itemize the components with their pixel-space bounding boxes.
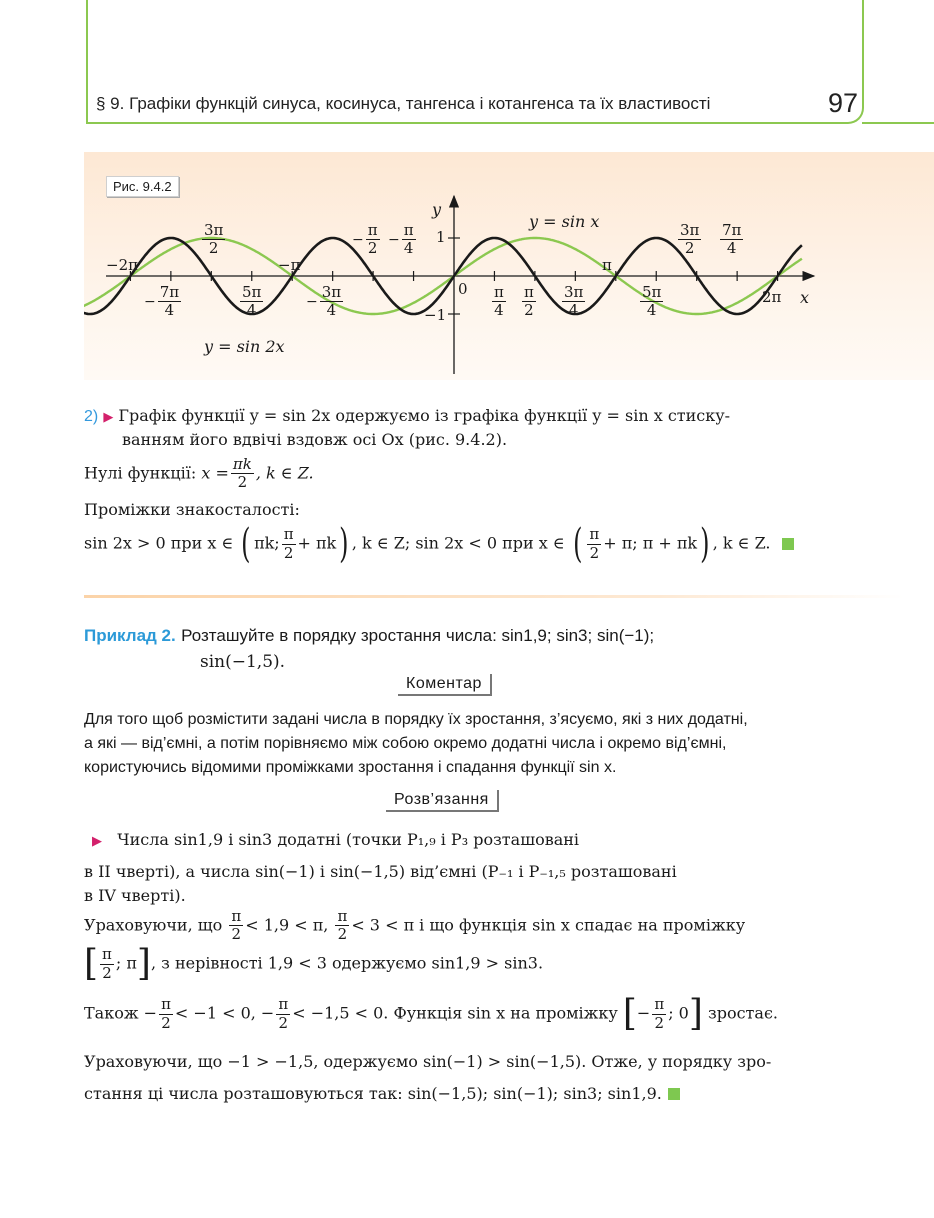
tick-label-minus-pi-2: − $\frac{\pi}{2}$	[352, 221, 378, 258]
commentary-line3: користуючись відомими проміжками зростання і спадання функції sin x.	[84, 759, 617, 776]
triangle-marker-icon: ▶	[92, 834, 102, 849]
solution-header: Розв’язання	[386, 790, 499, 812]
y-minus-one-label: −1	[424, 306, 447, 324]
triangle-marker-icon: ▶	[103, 410, 114, 425]
tick-label-3pi-4: $\frac{3\pi}{4}$	[564, 283, 584, 320]
tick-label-2pi: 2π	[762, 288, 782, 306]
y-axis-label: y	[432, 200, 442, 219]
figure-label: Рис. 9.4.2	[106, 176, 179, 197]
solution-line1: ▶ Числа sin1,9 і sin3 додатні (точки P₁,₉ і P₃ розташовані	[92, 830, 580, 849]
example-task-line2: sin(−1,5).	[200, 652, 286, 672]
tick-label-minus-3pi-2: $\frac{3\pi}{2}$	[204, 221, 224, 258]
example-task-line1: Приклад 2. Розташуйте в порядку зростання числа: sin1,9; sin3; sin(−1);	[84, 626, 655, 645]
commentary-header: Коментар	[398, 674, 492, 696]
header-rule-tail	[862, 122, 934, 124]
sign-intervals-line: sin 2x > 0 при x ∈ ( πk; $\frac{\pi}{2}$ + πk) , k ∈ Z; sin 2x < 0 при x ∈ ( $\frac{\pi}{2}$ + π; π + πk) , k ∈ Z.	[84, 524, 794, 564]
tick-label-3pi-2: $\frac{3\pi}{2}$	[680, 221, 700, 258]
solution-line3: в IV чверті).	[84, 886, 186, 905]
tick-label-minus-pi-4: − $\frac{\pi}{4}$	[388, 221, 414, 258]
solution-line8: стання ці числа розташовуються так: sin(−1,5); sin(−1); sin3; sin1,9.	[84, 1084, 680, 1103]
sin2x-curve-label: y = sin 2x	[204, 337, 285, 356]
part2-marker: 2)	[84, 408, 99, 425]
page-number: 97	[828, 88, 859, 118]
commentary-line2: а які — від’ємні, а потім порівняємо між собою окремо додатні числа і окремо від’ємні,	[84, 735, 727, 752]
tick-label-pi-2: $\frac{\pi}{2}$	[524, 283, 534, 320]
tick-label-5pi-4: $\frac{5\pi}{4}$	[642, 283, 662, 320]
zeros-line: Нулі функції: x = $\frac{\pi k}{2}$ , k ∈ Z.	[84, 455, 314, 492]
page-frame-line	[86, 0, 88, 124]
solution-line5: [ $\frac{\pi}{2}$ ; π], з нерівності 1,9 < 3 одержуємо sin1,9 > sin3.	[84, 943, 544, 984]
tick-label-minus-2pi: −2π	[106, 256, 138, 274]
end-of-solution-icon	[668, 1088, 680, 1100]
figure-9-4-2	[84, 152, 934, 380]
x-axis-label: x	[800, 288, 810, 307]
part2-line1: 2) ▶ Графік функції y = sin 2x одержуємо із графіка функції y = sin x стиску-	[84, 406, 731, 425]
solution-line4: Ураховуючи, що $\frac{\pi}{2}$ < 1,9 < π, $\frac{\pi}{2}$ < 3 < π і що функція sin x спадає на проміжку	[84, 907, 746, 944]
tick-label-pi: π	[602, 256, 612, 274]
section-divider	[84, 595, 904, 598]
tick-label-minus-5pi-4: $\frac{5\pi}{4}$	[242, 283, 262, 320]
tick-label-7pi-4: $\frac{7\pi}{4}$	[722, 221, 742, 258]
tick-label-minus-pi: −π	[278, 256, 301, 274]
header-rule	[86, 122, 846, 124]
solution-line7: Ураховуючи, що −1 > −1,5, одержуємо sin(−1) > sin(−1,5). Отже, у порядку зро-	[84, 1052, 772, 1071]
solution-line6: Також − $\frac{\pi}{2}$ < −1 < 0, − $\frac{\pi}{2}$ < −1,5 < 0. Функція sin x на проміжку [− $\frac{\pi}{2}$ ; 0] зростає.	[84, 993, 778, 1034]
origin-label: 0	[458, 280, 468, 298]
end-of-solution-icon	[782, 538, 794, 550]
tick-label-minus-3pi-4: − $\frac{3\pi}{4}$	[306, 283, 342, 320]
running-head: § 9. Графіки функцій синуса, косинуса, тангенса і котангенса та їх властивості	[96, 94, 711, 113]
solution-line2: в II чверті), а числа sin(−1) і sin(−1,5) від’ємні (P₋₁ і P₋₁,₅ розташовані	[84, 862, 677, 881]
part2-line2: ванням його вдвічі вздовж осі Ox (рис. 9.4.2).	[122, 430, 508, 449]
commentary-line1: Для того щоб розмістити задані числа в порядку їх зростання, з’ясуємо, які з них додатні,	[84, 711, 748, 728]
sin-curve-label: y = sin x	[529, 212, 600, 231]
tick-label-minus-7pi-4: − $\frac{7\pi}{4}$	[144, 283, 180, 320]
tick-label-pi-4: $\frac{\pi}{4}$	[494, 283, 504, 320]
y-one-label: 1	[436, 228, 446, 246]
sign-intervals-label: Проміжки знакосталості:	[84, 500, 300, 519]
example-label: Приклад 2.	[84, 626, 176, 645]
